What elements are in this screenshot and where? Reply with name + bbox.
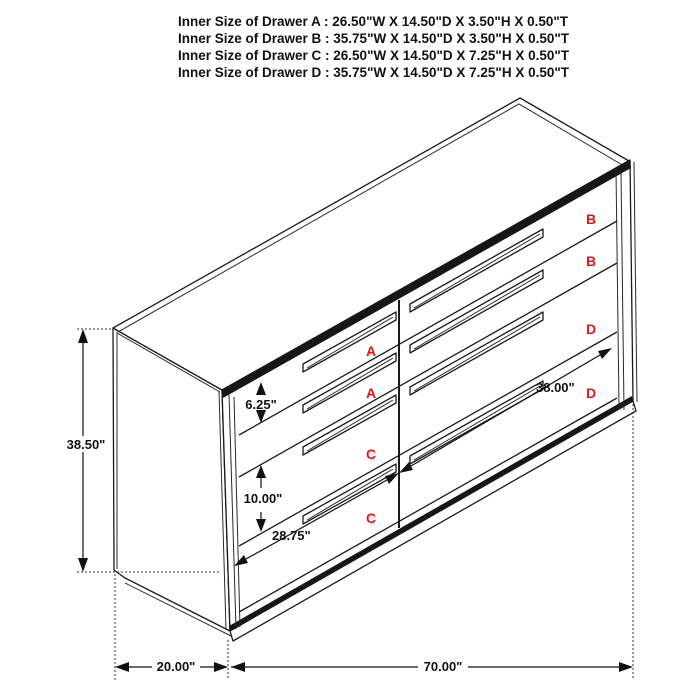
drawer-label-d2: D [585, 385, 597, 401]
drawer-label-d1: D [585, 321, 597, 337]
dim-large-drawer-label: 10.00" [243, 491, 283, 506]
dim-overall-height [63, 329, 109, 572]
dim-width-arrow-right [619, 662, 633, 672]
drawer-label-b2: B [585, 253, 597, 269]
dim-width-label: 70.00" [423, 659, 463, 674]
dim-depth-label: 20.00" [156, 659, 196, 674]
dim-depth-arrow-left [115, 662, 129, 672]
dim-left-section-label: 28.75" [272, 528, 311, 543]
drawer-label-c2: C [365, 510, 377, 526]
dim-small-drawer-label: 6.25" [245, 397, 277, 412]
drawer-label-a1: A [365, 343, 377, 359]
dim-right-section-label: 38.00" [536, 380, 575, 395]
dim-height-arrow-down [78, 558, 88, 572]
dim-width-arrow-left [231, 662, 245, 672]
drawer-label-a2: A [365, 385, 377, 401]
spec-line-drawer-c: Inner Size of Drawer C : 26.50"W X 14.50"D X 7.25"H X 0.50"T [178, 48, 570, 63]
spec-line-drawer-a: Inner Size of Drawer A : 26.50"W X 14.50"D X 3.50"H X 0.50"T [178, 14, 569, 29]
drawer-label-b1: B [585, 211, 597, 227]
spec-line-drawer-b: Inner Size of Drawer B : 35.75"W X 14.50"D X 3.50"H X 0.50"T [178, 31, 570, 46]
dim-overall-width [231, 659, 633, 674]
right-side-sliver-line [634, 162, 637, 402]
dim-height-label: 38.50" [66, 437, 106, 452]
dresser-drawing [113, 98, 637, 641]
dim-overall-depth [115, 659, 228, 674]
dim-height-arrow-up [78, 329, 88, 343]
spec-line-drawer-d: Inner Size of Drawer D : 35.75"W X 14.50"D X 7.25"H X 0.50"T [178, 65, 570, 80]
drawer-spec-text-block [178, 14, 570, 80]
drawer-label-c1: C [365, 446, 377, 462]
dim-depth-arrow-right [214, 662, 228, 672]
